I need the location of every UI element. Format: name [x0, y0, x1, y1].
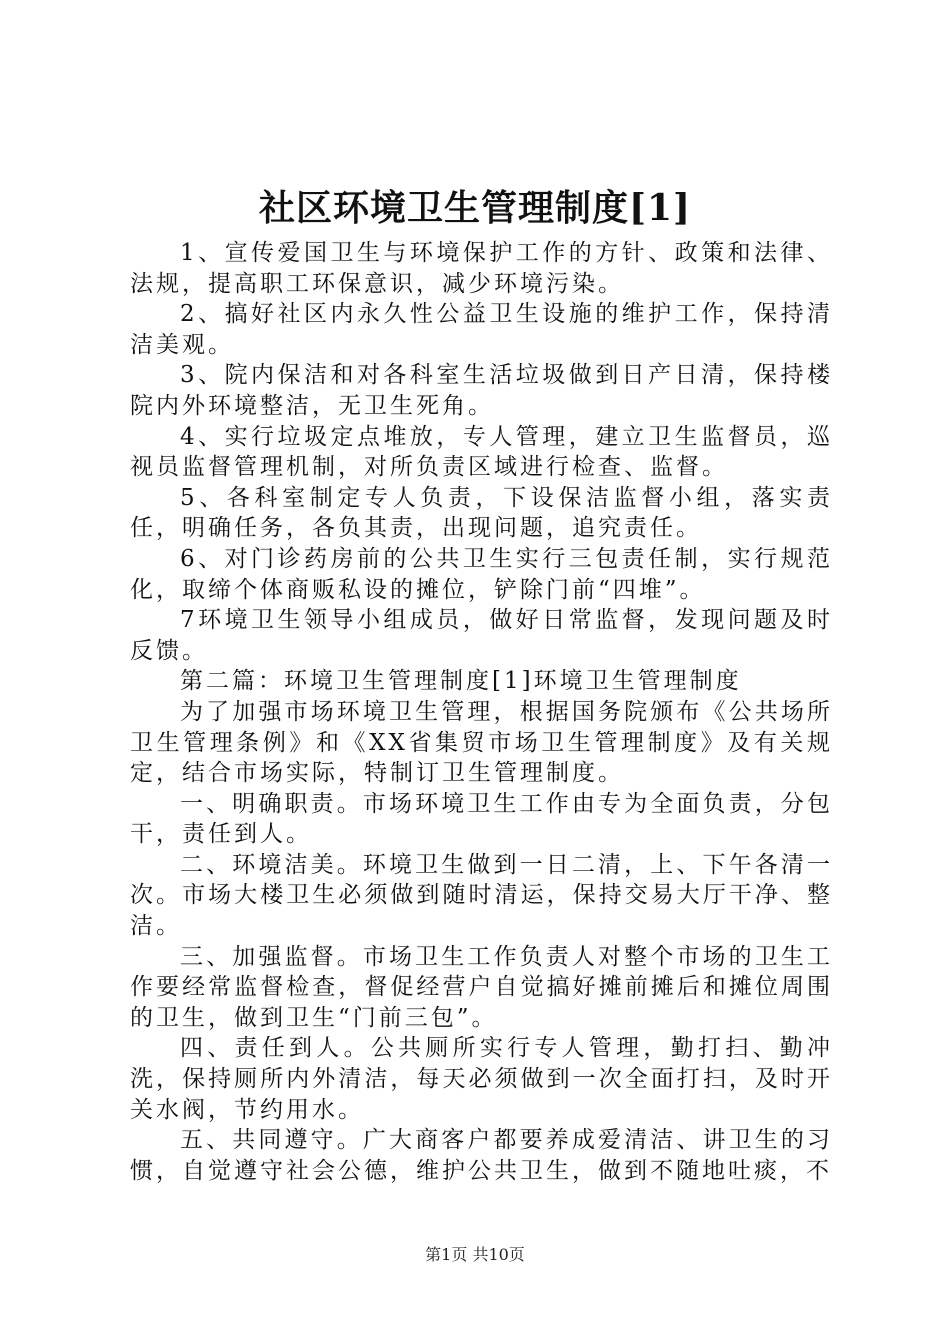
page-footer: 第1页 共10页	[425, 1245, 525, 1264]
document-body	[130, 238, 833, 1186]
paragraph-intro: 为了加强市场环境卫生管理，根据国务院颁布《公共场所卫生管理条例》和《XX省集贸市场卫生管理制度》及有关规定，结合市场实际，特制订卫生管理制度。	[130, 698, 833, 787]
section-heading: 第二篇：环境卫生管理制度[1]环境卫生管理制度	[180, 668, 742, 695]
paragraph-item-5: 五、共同遵守。广大商客户都要养成爱清洁、讲卫生的习惯，自觉遵守社会公德，维护公共卫生，做到不随地吐痰，不	[130, 1127, 833, 1184]
paragraph-5: 5、各科室制定专人负责，下设保洁监督小组，落实责任，明确任务，各负其责，出现问题，追究责任。	[130, 484, 833, 542]
paragraph-3: 3、院内保洁和对各科室生活垃圾做到日产日清，保持楼院内外环境整洁，无卫生死角。	[130, 362, 833, 419]
paragraph-1: 1、宣传爱国卫生与环境保护工作的方针、政策和法律、法规，提高职工环保意识，减少环境污染。	[130, 240, 833, 297]
paragraph-item-4: 四、责任到人。公共厕所实行专人管理，勤打扫、勤冲洗，保持厕所内外清洁，每天必须做到一次全面打扫，及时开关水阀，节约用水。	[130, 1035, 833, 1123]
document-title: 社区环境卫生管理制度[1]	[258, 187, 692, 229]
paragraph-7: 7环境卫生领导小组成员，做好日常监督，发现问题及时反馈。	[130, 607, 833, 664]
paragraph-6: 6、对门诊药房前的公共卫生实行三包责任制，实行规范化，取缔个体商贩私设的摊位，铲除门前“四堆”。	[130, 545, 833, 603]
paragraph-item-2: 二、环境洁美。环境卫生做到一日二清，上、下午各清一次。市场大楼卫生必须做到随时清运，保持交易大厅干净、整洁。	[130, 851, 833, 940]
paragraph-2: 2、搞好社区内永久性公益卫生设施的维护工作，保持清洁美观。	[130, 301, 833, 358]
paragraph-item-1: 一、明确职责。市场环境卫生工作由专为全面负责，分包干，责任到人。	[130, 790, 833, 848]
paragraph-item-3: 三、加强监督。市场卫生工作负责人对整个市场的卫生工作要经常监督检查，督促经营户自觉搞好摊前摊后和摊位周围的卫生，做到卫生“门前三包”。	[130, 943, 833, 1031]
paragraph-4: 4、实行垃圾定点堆放，专人管理，建立卫生监督员，巡视员监督管理机制，对所负责区域进行检查、监督。	[130, 423, 833, 481]
